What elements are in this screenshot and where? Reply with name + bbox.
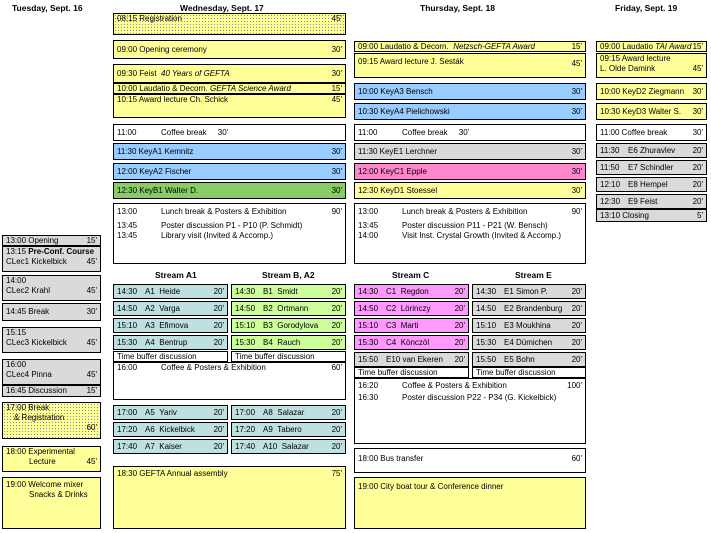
session-e8[interactable]: 12:10 E8 Hempel 20' [596, 177, 707, 192]
wed-award-lecture[interactable]: 10:15 Award lecture Ch. Schick 45' [113, 94, 346, 118]
thu-award-lecture[interactable]: 09:15 Award lecture J. Sesták 45' [354, 53, 586, 78]
wed-keya1[interactable]: 11:30 KeyA1 Kemnitz 30' [113, 143, 346, 160]
session-b2[interactable]: 14:50 B2 Ortmann 20' [231, 301, 346, 316]
session-a7[interactable]: 17:40 A7 Kaiser 20' [113, 439, 228, 454]
fri-keyd2[interactable]: 10:00 KeyD2 Ziegmann 30' [596, 83, 707, 100]
session-a6[interactable]: 17:20 A6 Kickelbick 20' [113, 422, 228, 437]
session-e6[interactable]: 11:30 E6 Zhuravlev 20' [596, 143, 707, 158]
thu-coffee-posters[interactable]: 16:20 Coffee & Posters & Exhibition 100' 16:30 Poster discussion P22 - P34 (G. Kickelbick) [354, 378, 586, 444]
header-thursday: Thursday, Sept. 18 [420, 3, 495, 13]
wed-feist[interactable]: 09:30 Feist 40 Years of GEFTA 30' [113, 64, 346, 83]
thu-keya4[interactable]: 10:30 KeyA4 Pielichowski 30' [354, 103, 586, 120]
wed-b-buffer[interactable]: Time buffer discussion [231, 351, 346, 362]
wed-lunch-block[interactable]: 13:00 Lunch break & Posters & Exhibition 90' 13:45 Poster discussion P1 - P10 (P. Schmidt) 13:45 Library visit (Invited & Accomp.) [113, 203, 346, 264]
session-e5[interactable]: 15:50 E5 Bohn 20' [472, 352, 586, 367]
session-a9[interactable]: 17:20 A9 Tabero 20' [231, 422, 346, 437]
thu-keyd1[interactable]: 12:30 KeyD1 Stoessel 30' [354, 182, 586, 199]
stream-b-header: Stream B, A2 [262, 270, 315, 280]
session-a8[interactable]: 17:00 A8 Salazar 20' [231, 405, 346, 420]
thu-c-buffer[interactable]: Time buffer discussion [354, 367, 469, 378]
header-friday: Friday, Sept. 19 [615, 3, 678, 13]
fri-coffee-break[interactable]: 11:00 Coffee break 30' [596, 124, 707, 141]
tue-clec1[interactable]: 13:15 Pre-Conf. Course CLec1 Kickelbick 45' [2, 246, 101, 272]
tue-break-registration[interactable]: 17:00 Break & Registration 60' [2, 402, 101, 439]
tue-welcome-mixer[interactable]: 19:00 Welcome mixer Snacks & Drinks [2, 477, 101, 529]
session-e7[interactable]: 11:50 E7 Schindler 20' [596, 160, 707, 175]
session-e2[interactable]: 14:50 E2 Brandenburg 20' [472, 301, 586, 316]
session-c2[interactable]: 14:50 C2 Lörinczy 20' [354, 301, 469, 316]
session-a2[interactable]: 14:50 A2 Varga 20' [113, 301, 228, 316]
thu-e-buffer[interactable]: Time buffer discussion [472, 367, 586, 378]
tue-clec4[interactable]: 16:00 CLec4 Pinna 45' [2, 359, 101, 385]
wed-registration[interactable]: 08:15 Registration 45' [113, 13, 346, 35]
session-a10[interactable]: 17:40 A10 Salazar 20' [231, 439, 346, 454]
stream-c-header: Stream C [392, 270, 430, 280]
session-c4[interactable]: 15:30 C4 Könczöl 20' [354, 335, 469, 350]
fri-award-lecture[interactable]: 09:15 Award lecture L. Olde Damink 45' [596, 53, 707, 78]
header-tuesday: Tuesday, Sept. 16 [12, 3, 83, 13]
wed-a1-buffer[interactable]: Time buffer discussion [113, 351, 228, 362]
session-e3[interactable]: 15:10 E3 Moukhina 20' [472, 318, 586, 333]
session-e4[interactable]: 15:30 E4 Dümichen 20' [472, 335, 586, 350]
tue-clec2[interactable]: 14:00 CLec2 Krahl 45' [2, 275, 101, 301]
tue-discussion[interactable]: 16:45 Discussion 15' [2, 385, 101, 397]
session-b4[interactable]: 15:30 B4 Rauch 20' [231, 335, 346, 350]
fri-keyd3[interactable]: 10:30 KeyD3 Walter S. 30' [596, 103, 707, 120]
fri-laudatio[interactable]: 09:00 Laudatio TAI Award 15' [596, 41, 707, 52]
wed-gefta-assembly[interactable]: 18:30 GEFTA Annual assembly 75' [113, 466, 346, 529]
session-e9[interactable]: 12:30 E9 Feist 20' [596, 194, 707, 209]
thu-laudatio[interactable]: 09:00 Laudatio & Decorn. Netzsch-GEFTA Award 15' [354, 41, 586, 52]
session-a5[interactable]: 17:00 A5 Yariv 20' [113, 405, 228, 420]
thu-keye1[interactable]: 11:30 KeyE1 Lerchner 30' [354, 143, 586, 160]
header-wednesday: Wednesday, Sept. 17 [180, 3, 264, 13]
wed-coffee-posters[interactable]: 16:00 Coffee & Posters & Exhibition 60' [113, 362, 346, 400]
session-c3[interactable]: 15:10 C3 Marti 20' [354, 318, 469, 333]
stream-e-header: Stream E [515, 270, 552, 280]
thu-bus-transfer[interactable]: 18:00 Bus transfer 60' [354, 448, 586, 473]
session-a4[interactable]: 15:30 A4 Bentrup 20' [113, 335, 228, 350]
thu-coffee-break[interactable]: 11:00 Coffee break 30' [354, 124, 586, 141]
session-b3[interactable]: 15:10 B3 Gorodylova 20' [231, 318, 346, 333]
tue-experimental-lecture[interactable]: 18:00 Experimental Lecture 45' [2, 446, 101, 472]
wed-coffee-break[interactable]: 11:00 Coffee break 30' [113, 124, 346, 141]
thu-keya3[interactable]: 10:00 KeyA3 Bensch 30' [354, 83, 586, 100]
wed-opening-ceremony[interactable]: 09:00 Opening ceremony 30' [113, 40, 346, 59]
session-e10[interactable]: 15:50 E10 van Ekeren 20' [354, 352, 469, 367]
wed-keya2[interactable]: 12:00 KeyA2 Fischer 30' [113, 163, 346, 180]
session-a3[interactable]: 15:10 A3 Efimova 20' [113, 318, 228, 333]
stream-a1-header: Stream A1 [155, 270, 197, 280]
tue-break[interactable]: 14:45 Break 30' [2, 303, 101, 321]
session-c1[interactable]: 14:30 C1 Regdon 20' [354, 284, 469, 299]
tue-opening[interactable]: 13:00 Opening 15' [2, 235, 101, 246]
thu-keyc1[interactable]: 12:00 KeyC1 Epple 30' [354, 163, 586, 180]
tue-clec3[interactable]: 15:15 CLec3 Kickelbick 45' [2, 327, 101, 353]
thu-city-boat-tour[interactable]: 19:00 City boat tour & Conference dinner [354, 477, 586, 529]
wed-laudatio[interactable]: 10:00 Laudatio & Decorn. GEFTA Science Award 15' [113, 83, 346, 94]
session-e1[interactable]: 14:30 E1 Simon P. 20' [472, 284, 586, 299]
session-b1[interactable]: 14:30 B1 Smidt 20' [231, 284, 346, 299]
wed-keyb1[interactable]: 12:30 KeyB1 Walter D. 30' [113, 182, 346, 199]
session-a1[interactable]: 14:30 A1 Heide 20' [113, 284, 228, 299]
fri-closing[interactable]: 13:10 Closing 5' [596, 209, 707, 222]
thu-lunch-block[interactable]: 13:00 Lunch break & Posters & Exhibition 90' 13:45 Poster discussion P11 - P21 (W. Bensch) 14:00 Visit Inst. Crystal Growth (Invited & Accomp.) [354, 203, 586, 264]
